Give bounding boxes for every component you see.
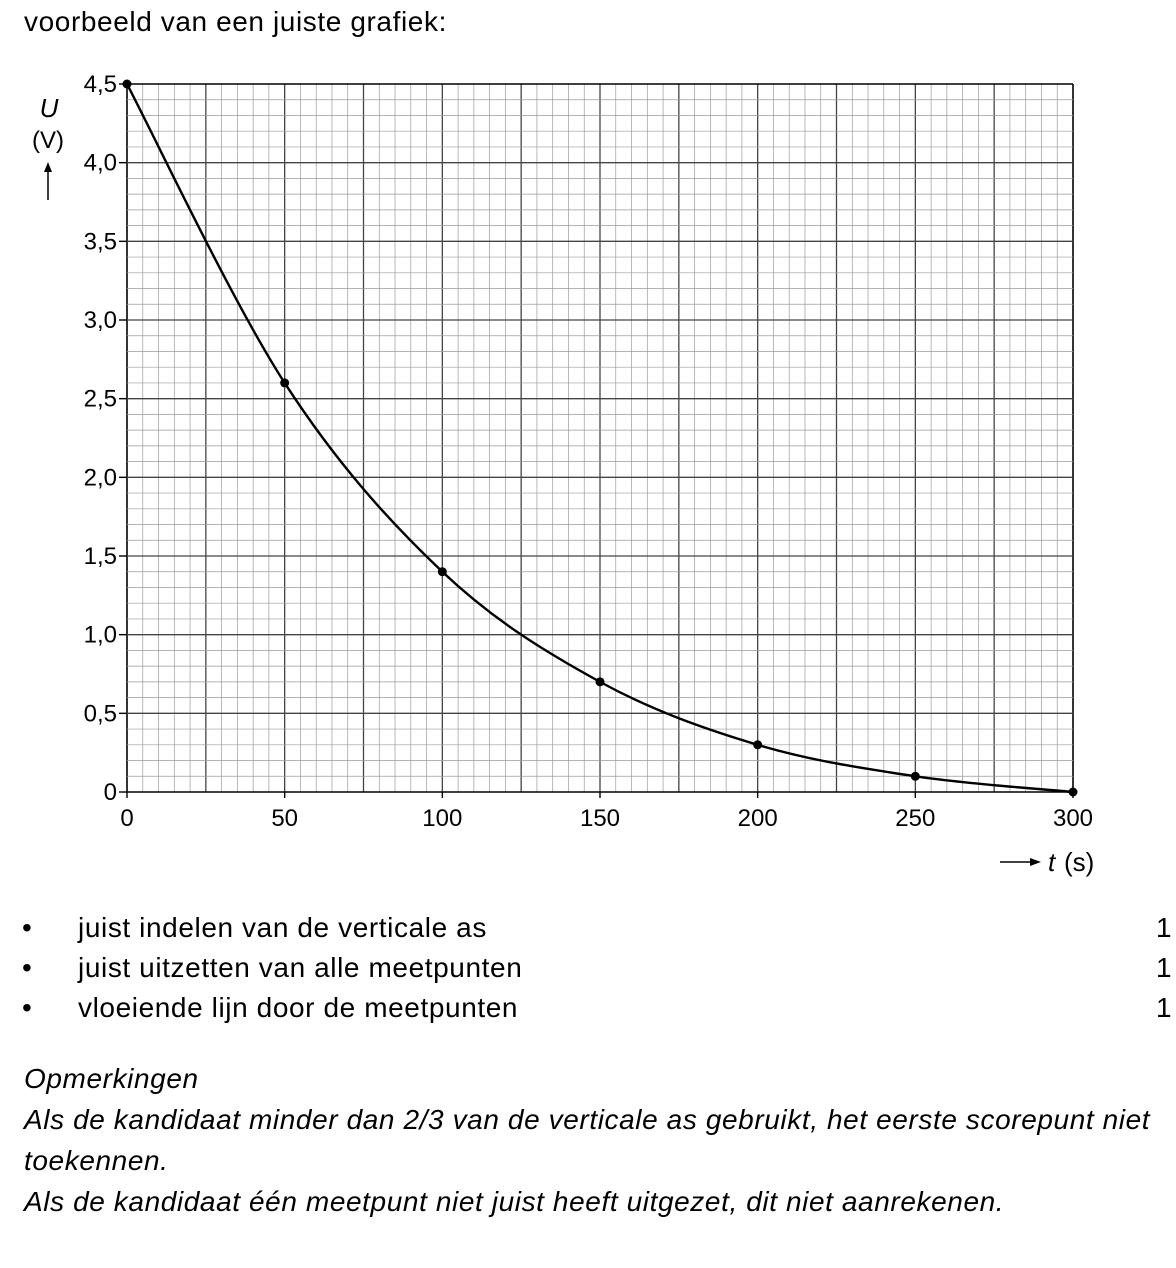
y-tick-label: 3,5 bbox=[83, 228, 117, 256]
x-axis-unit: (s) bbox=[1064, 847, 1095, 877]
x-axis-symbol: t bbox=[1048, 847, 1056, 877]
criterion-text: vloeiende lijn door de meetpunten bbox=[78, 992, 519, 1023]
y-tick-label: 3,0 bbox=[83, 307, 117, 334]
y-tick-label: 0,5 bbox=[83, 700, 117, 728]
data-point bbox=[280, 378, 289, 387]
x-tick-label: 100 bbox=[422, 805, 463, 832]
y-axis-symbol: U bbox=[39, 93, 59, 123]
criterion-row bbox=[0, 988, 1176, 1028]
criterion-row bbox=[0, 908, 1176, 948]
remark-line: Als de kandidaat één meetpunt niet juist heeft uitgezet, dit niet aanrekenen. bbox=[24, 1186, 1005, 1217]
criterion-text: juist uitzetten van alle meetpunten bbox=[78, 952, 523, 983]
x-tick-label: 50 bbox=[271, 805, 299, 832]
data-point bbox=[911, 772, 920, 781]
remarks-heading: Opmerkingen bbox=[24, 1063, 199, 1094]
y-axis-arrow bbox=[44, 162, 52, 200]
x-tick-label: 250 bbox=[895, 805, 936, 832]
criterion-text: juist indelen van de verticale as bbox=[78, 912, 487, 943]
data-point bbox=[1069, 788, 1078, 797]
bullet: • bbox=[22, 912, 33, 943]
y-tick-label: 2,0 bbox=[83, 464, 117, 492]
intro-text: voorbeeld van een juiste grafiek: bbox=[24, 6, 447, 37]
data-point bbox=[123, 80, 132, 89]
y-tick-label: 0 bbox=[103, 779, 117, 806]
y-tick-label: 1,5 bbox=[83, 543, 117, 570]
data-point bbox=[596, 677, 605, 686]
criterion-row bbox=[0, 948, 1176, 988]
x-tick-label: 0 bbox=[120, 805, 134, 832]
criterion-points: 1 bbox=[1156, 952, 1173, 983]
x-axis-arrow bbox=[1000, 858, 1041, 866]
x-tick-label: 300 bbox=[1052, 805, 1094, 832]
y-axis-unit: (V) bbox=[32, 127, 64, 154]
y-tick-label: 2,5 bbox=[83, 385, 117, 413]
criterion-points: 1 bbox=[1156, 992, 1173, 1023]
remarks-block bbox=[24, 1058, 1164, 1222]
criterion-points: 1 bbox=[1156, 912, 1173, 943]
x-tick-labels bbox=[120, 792, 1093, 832]
y-tick-label: 1,0 bbox=[83, 621, 117, 649]
bullet: • bbox=[22, 952, 33, 983]
y-tick-label: 4,5 bbox=[83, 71, 117, 98]
y-tick-labels bbox=[84, 71, 127, 806]
x-tick-label: 200 bbox=[737, 805, 778, 832]
data-point bbox=[438, 567, 447, 576]
y-tick-label: 4,0 bbox=[83, 149, 117, 177]
scoring-criteria bbox=[0, 908, 1176, 1028]
remark-line: Als de kandidaat minder dan 2/3 van de verticale as gebruikt, het eerste scorepunt niet toekennen. bbox=[24, 1104, 1151, 1176]
bullet: • bbox=[22, 992, 33, 1023]
x-tick-label: 150 bbox=[579, 805, 621, 832]
data-point bbox=[753, 740, 762, 749]
